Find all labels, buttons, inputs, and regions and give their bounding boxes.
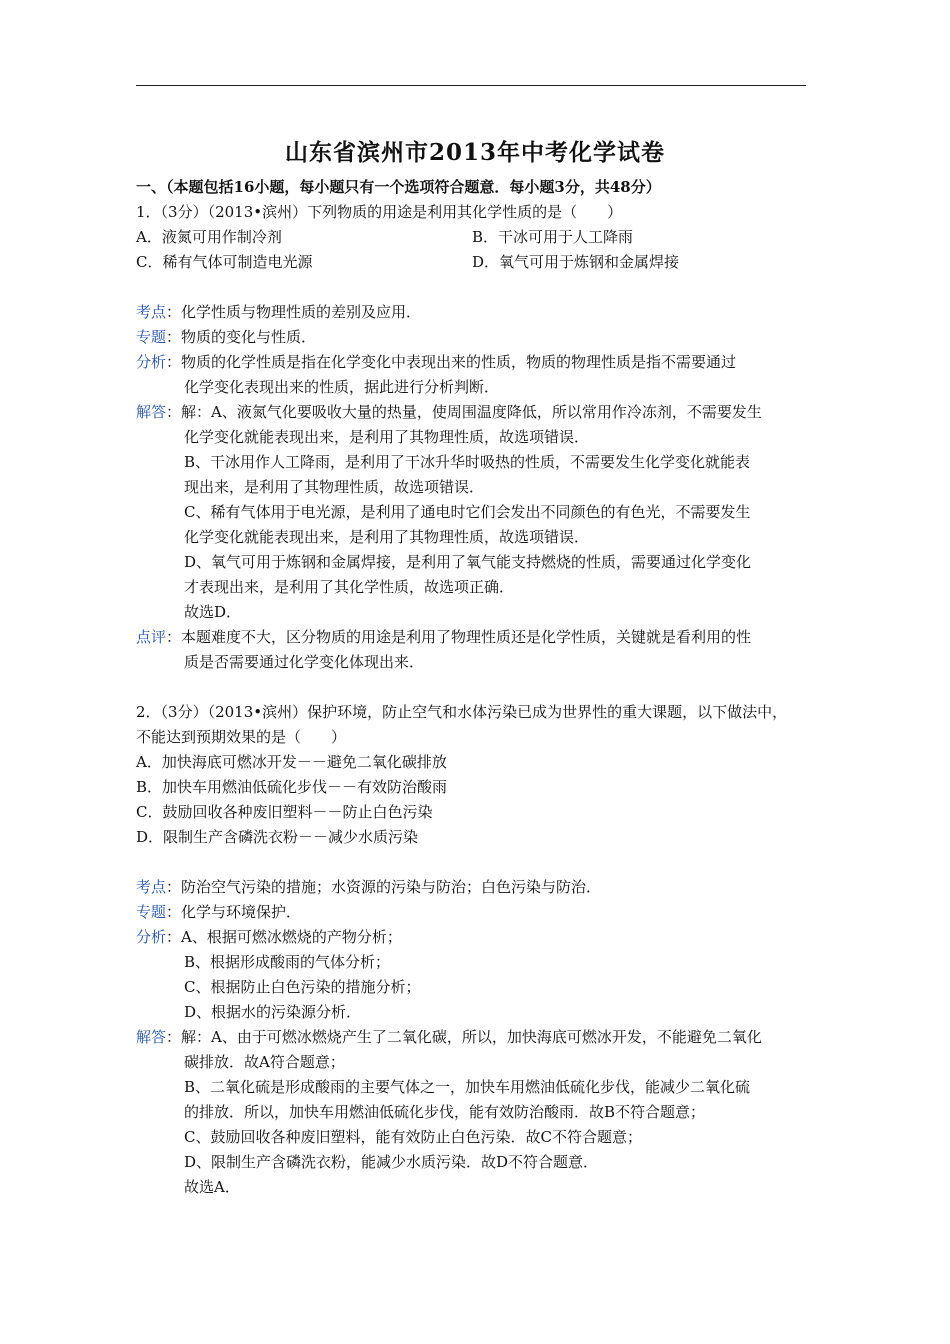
label-zhuanti: 专题 <box>136 328 167 346</box>
q1-dianping <box>136 627 751 647</box>
q1-jieda-line-3: B、干冰用作人工降雨，是利用了干冰升华时吸热的性质，不需要发生化学变化就能表 <box>184 453 751 471</box>
q1-jieda-line-9: 故选D． <box>184 603 242 621</box>
q1-jieda-line-4: 现出来，是利用了其物理性质，故选项错误． <box>184 478 485 496</box>
q1-jieda-text: ：解：A、液氮气化要吸收大量的热量，使周围温度降低，所以常用作冷冻剂，不需要发生 <box>166 403 762 421</box>
q2-kaodian-text: ：防治空气污染的措施；水资源的污染与防治；白色污染与防治． <box>166 878 602 896</box>
q2-jieda-line-5: C、鼓励回收各种废旧塑料，能有效防止白色污染．故C不符合题意； <box>184 1128 642 1146</box>
q2-fenxi-line-3: C、根据防止白色污染的措施分析； <box>184 978 421 996</box>
label-jieda: 解答 <box>136 403 167 421</box>
q2-zhuanti-text: ：化学与环境保护． <box>166 903 302 921</box>
q1-zhuanti <box>136 327 316 347</box>
q1-jieda-line-2: 化学变化就能表现出来，是利用了其物理性质，故选项错误． <box>184 428 590 446</box>
label-kaodian: 考点 <box>136 878 167 896</box>
q2-fenxi <box>136 927 402 947</box>
q1-jieda <box>136 402 762 422</box>
q2-fenxi-text: ：A、根据可燃冰燃烧的产物分析； <box>166 928 402 946</box>
q1-option-a: A．液氮可用作制冷剂 <box>136 228 282 246</box>
q1-option-d: D．氧气可用于炼钢和金属焊接 <box>472 253 680 271</box>
q1-stem: 1．（3分）（2013•滨州）下列物质的用途是利用其化学性质的是（ ） <box>136 203 623 221</box>
q2-stem-line-2: 不能达到预期效果的是（ ） <box>136 728 347 746</box>
q2-option-c: C．鼓励回收各种废旧塑料－－防止白色污染 <box>136 803 433 821</box>
page-title: 山东省滨州市2013年中考化学试卷 <box>284 139 665 166</box>
q2-option-d: D．限制生产含磷洗衣粉－－减少水质污染 <box>136 828 419 846</box>
q1-jieda-line-7: D、氧气可用于炼钢和金属焊接，是利用了氧气能支持燃烧的性质，需要通过化学变化 <box>184 553 752 571</box>
label-jieda: 解答 <box>136 1028 167 1046</box>
q2-kaodian <box>136 877 601 897</box>
q1-fenxi <box>136 352 736 372</box>
q2-jieda-line-2: 碳排放．故A符合题意； <box>184 1053 345 1071</box>
label-fenxi: 分析 <box>136 928 167 946</box>
q2-option-a: A．加快海底可燃冰开发－－避免二氧化碳排放 <box>136 753 447 771</box>
q2-jieda <box>136 1027 762 1047</box>
q2-zhuanti <box>136 902 301 922</box>
label-kaodian: 考点 <box>136 303 167 321</box>
q2-stem: 2．（3分）（2013•滨州）保护环境，防止空气和水体污染已成为世界性的重大课题，以下做法中， <box>136 703 788 721</box>
q1-zhuanti-text: ：物质的变化与性质． <box>166 328 317 346</box>
q1-option-b: B．干冰可用于人工降雨 <box>472 228 634 246</box>
q2-option-b: B．加快车用燃油低硫化步伐－－有效防治酸雨 <box>136 778 448 796</box>
q1-kaodian-text: ：化学性质与物理性质的差别及应用． <box>166 303 422 321</box>
q1-jieda-line-5: C、稀有气体用于电光源，是利用了通电时它们会发出不同颜色的有色光，不需要发生 <box>184 503 751 521</box>
q2-jieda-text: ：解：A、由于可燃冰燃烧产生了二氧化碳，所以，加快海底可燃冰开发，不能避免二氧化 <box>166 1028 762 1046</box>
section-heading: 一、（本题包括16小题，每小题只有一个选项符合题意．每小题3分，共48分） <box>136 178 661 196</box>
q1-dianping-text: ：本题难度不大，区分物质的用途是利用了物理性质还是化学性质，关键就是看利用的性 <box>166 628 752 646</box>
q1-fenxi-line-2: 化学变化表现出来的性质，据此进行分析判断． <box>184 378 500 396</box>
q1-dianping-line-2: 质是否需要通过化学变化体现出来． <box>184 653 425 671</box>
header-rule <box>136 85 806 86</box>
q1-jieda-line-6: 化学变化就能表现出来，是利用了其物理性质，故选项错误． <box>184 528 590 546</box>
label-dianping: 点评 <box>136 628 167 646</box>
label-fenxi: 分析 <box>136 353 167 371</box>
q1-option-c: C．稀有气体可制造电光源 <box>136 253 313 271</box>
q2-jieda-line-3: B、二氧化硫是形成酸雨的主要气体之一，加快车用燃油低硫化步伐，能减少二氧化硫 <box>184 1078 751 1096</box>
q2-fenxi-line-2: B、根据形成酸雨的气体分析； <box>184 953 391 971</box>
q1-fenxi-text: ：物质的化学性质是指在化学变化中表现出来的性质，物质的物理性质是指不需要通过 <box>166 353 737 371</box>
q2-fenxi-line-4: D、根据水的污染源分析． <box>184 1003 362 1021</box>
q2-jieda-line-4: 的排放．所以，加快车用燃油低硫化步伐，能有效防治酸雨．故B不符合题意； <box>184 1103 706 1121</box>
q1-jieda-line-8: 才表现出来，是利用了其化学性质，故选项正确． <box>184 578 515 596</box>
q2-jieda-line-7: 故选A． <box>184 1178 240 1196</box>
label-zhuanti: 专题 <box>136 903 167 921</box>
q1-kaodian <box>136 302 421 322</box>
q2-jieda-line-6: D、限制生产含磷洗衣粉，能减少水质污染．故D不符合题意． <box>184 1153 599 1171</box>
